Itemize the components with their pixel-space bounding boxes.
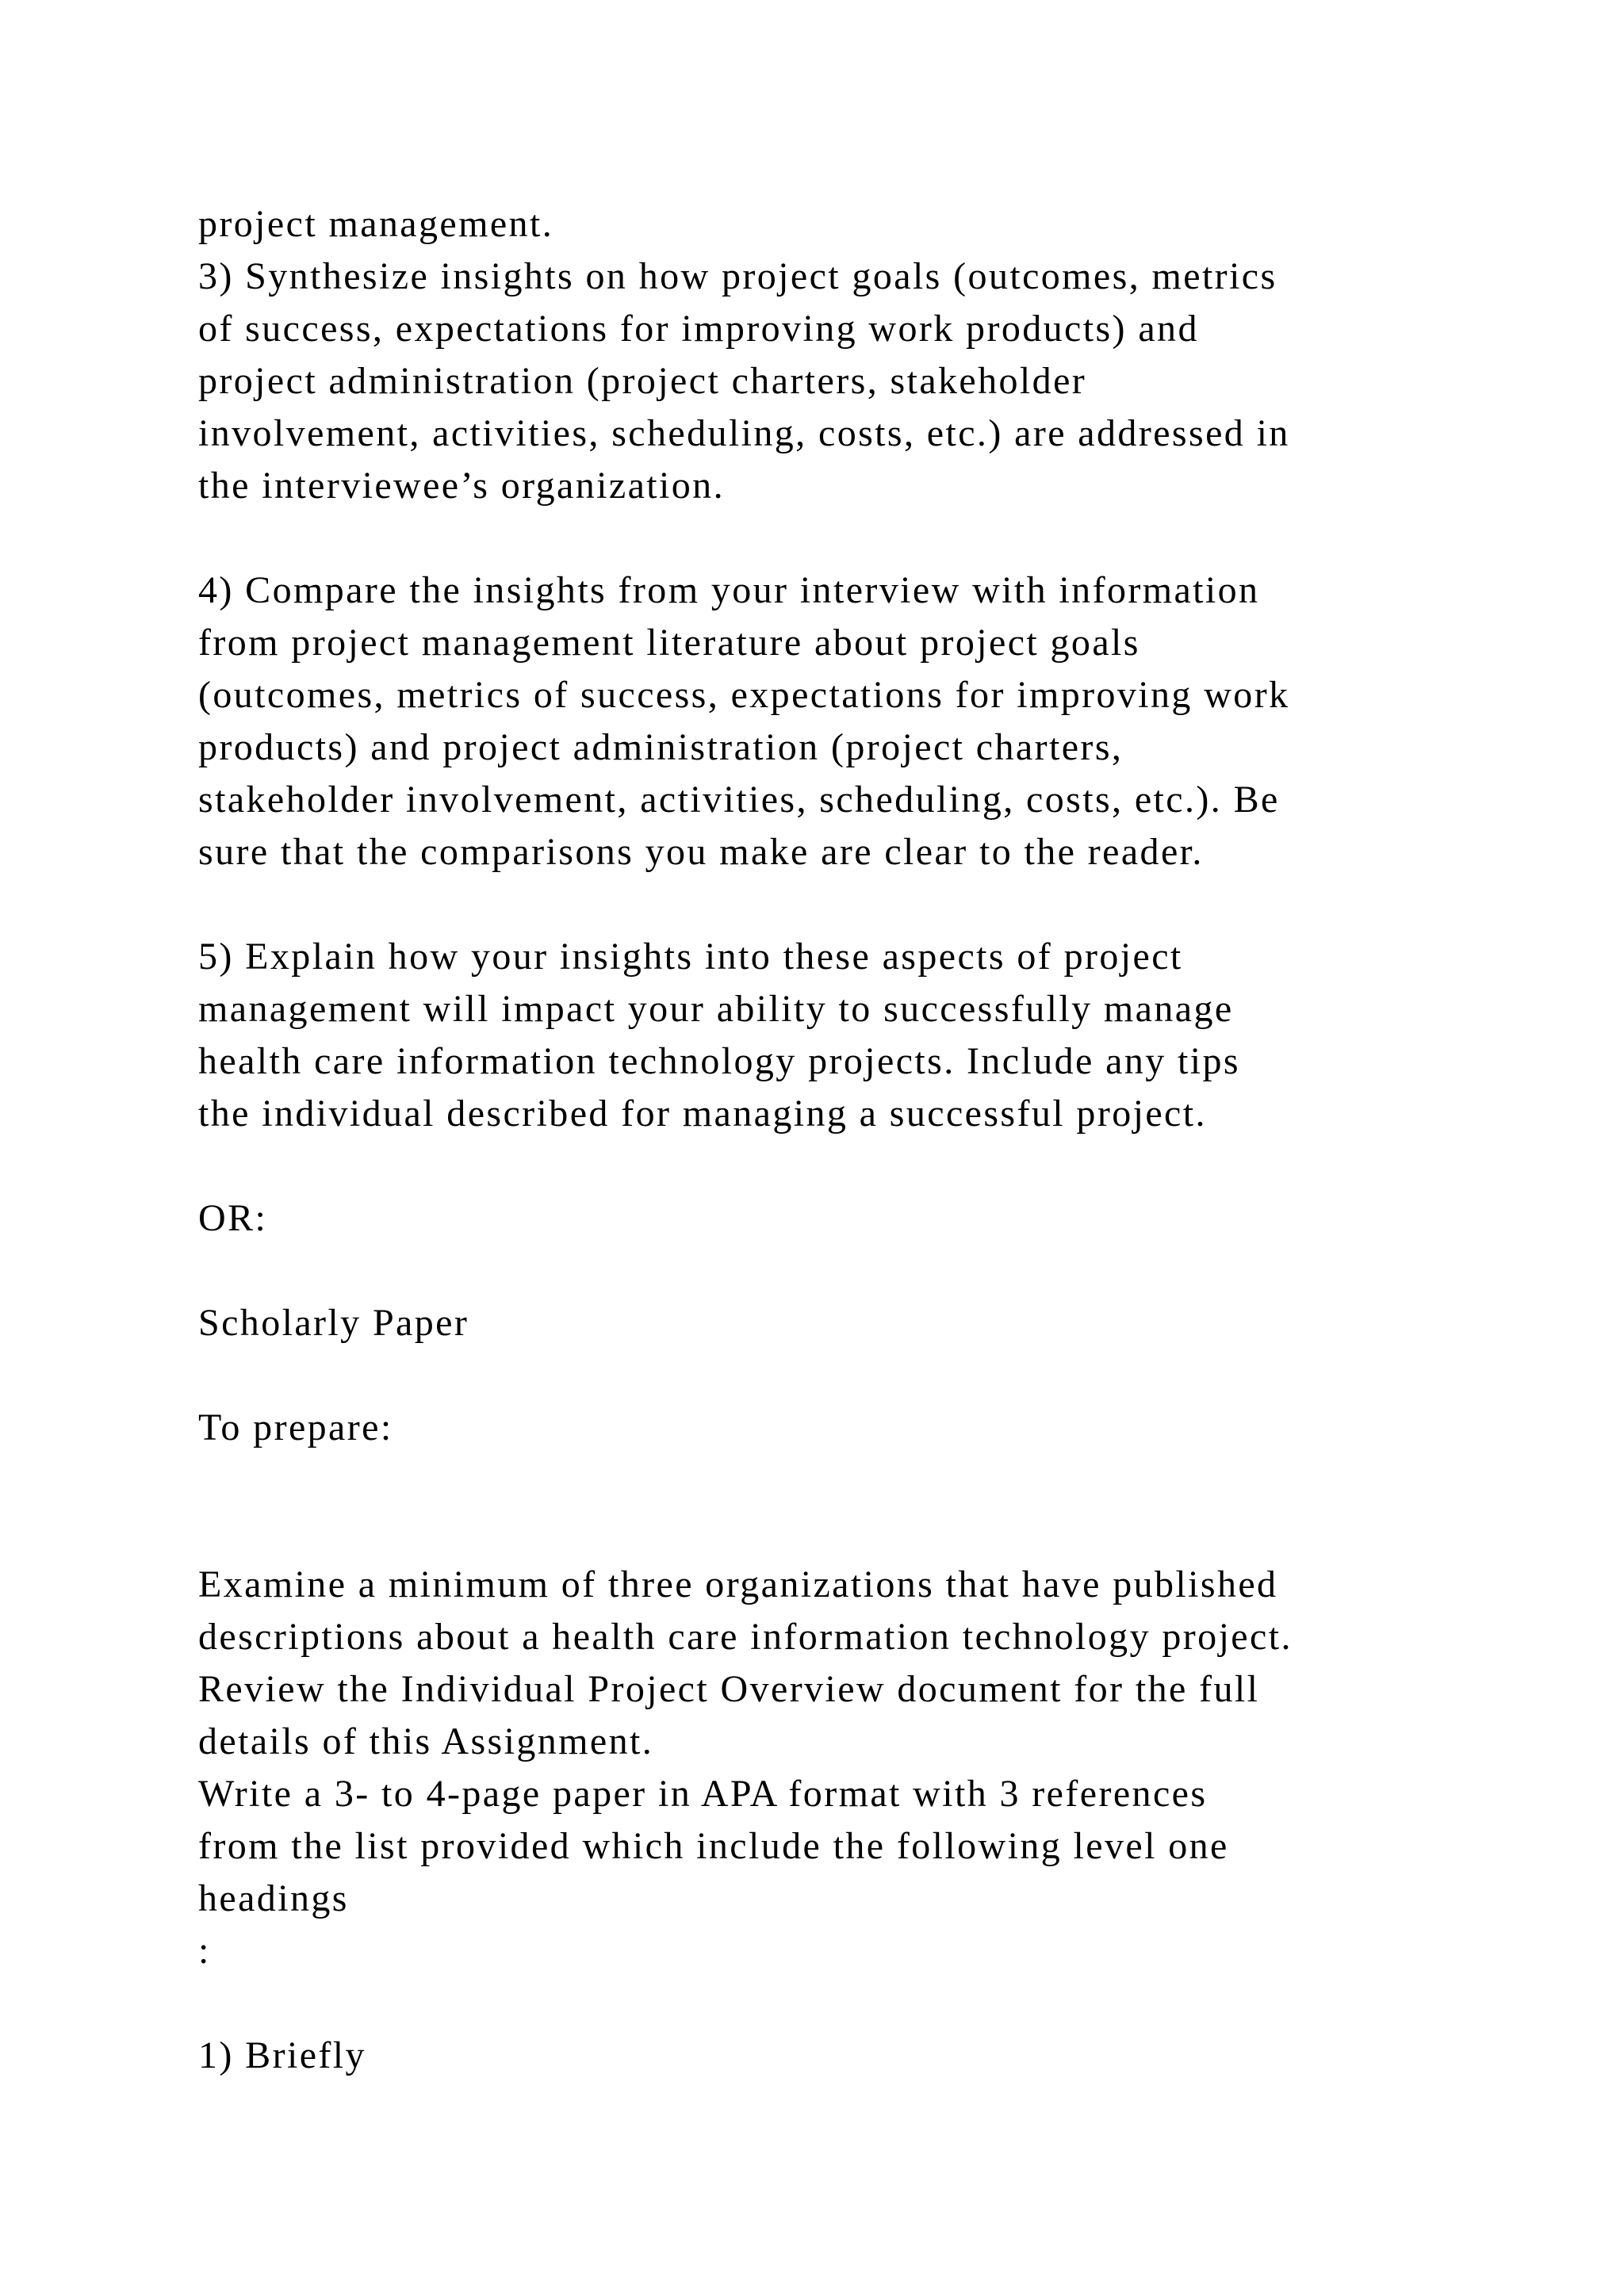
text-line: the interviewee’s organization.: [198, 465, 725, 507]
text-line: the individual described for managing a successful project.: [198, 1093, 1207, 1135]
text-line: from the list provided which include the following level one: [198, 1825, 1229, 1867]
text-line: 5) Explain how your insights into these aspects of project: [198, 936, 1183, 978]
text-line: 1) Briefly: [198, 2034, 366, 2076]
text-line: Examine a minimum of three organizations that have published: [198, 1563, 1278, 1605]
text-line: Review the Individual Project Overview document for the full: [198, 1668, 1260, 1710]
text-line: descriptions about a health care information technology project.: [198, 1616, 1293, 1658]
blank-line: [198, 1454, 1467, 1506]
text-line: 4) Compare the insights from your interview with information: [198, 569, 1260, 611]
text-line: products) and project administration (project charters,: [198, 726, 1124, 768]
text-line: 3) Synthesize insights on how project goals (outcomes, metrics: [198, 255, 1277, 297]
blank-line: [198, 512, 1467, 564]
text-line: from project management literature about project goals: [198, 622, 1140, 664]
blank-line: [198, 1245, 1467, 1297]
document-body: [198, 198, 1467, 2082]
section-heading: Scholarly Paper: [198, 1302, 469, 1344]
blank-line: [198, 1140, 1467, 1192]
text-line: project administration (project charters, stakeholder: [198, 360, 1087, 402]
text-line: OR:: [198, 1197, 268, 1239]
blank-line: [198, 1349, 1467, 1402]
text-line: Write a 3- to 4-page paper in APA format with 3 references: [198, 1773, 1208, 1815]
text-line: of success, expectations for improving work products) and: [198, 308, 1199, 350]
text-line: (outcomes, metrics of success, expectations for improving work: [198, 674, 1290, 716]
text-line: health care information technology projects. Include any tips: [198, 1040, 1241, 1082]
blank-line: [198, 1506, 1467, 1559]
text-line: project management.: [198, 203, 554, 245]
text-line: :: [198, 1930, 211, 1972]
blank-line: [198, 878, 1467, 931]
text-line: details of this Assignment.: [198, 1720, 654, 1762]
text-line: headings: [198, 1877, 349, 1919]
text-line: involvement, activities, scheduling, costs, etc.) are addressed in: [198, 412, 1290, 454]
blank-line: [198, 1977, 1467, 2030]
text-line: To prepare:: [198, 1406, 393, 1448]
text-line: stakeholder involvement, activities, scheduling, costs, etc.). Be: [198, 779, 1280, 821]
text-line: management will impact your ability to successfully manage: [198, 988, 1234, 1030]
text-line: sure that the comparisons you make are clear to the reader.: [198, 831, 1204, 873]
